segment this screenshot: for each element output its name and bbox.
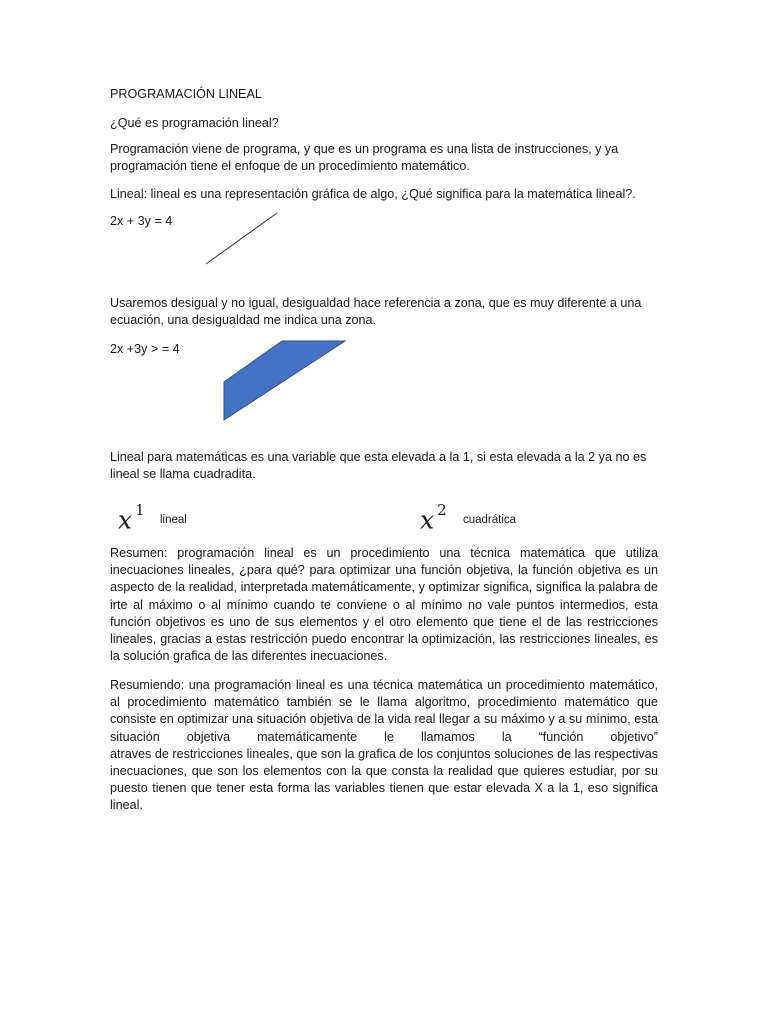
math-x-power-1	[118, 500, 145, 534]
label-cuadratica: cuadrática	[463, 514, 517, 526]
paragraph-variable: Lineal para matemáticas es una variable que esta elevada a la 1, si esta elevada a la 2 ya no es lineal se llama cuadradita.	[110, 450, 647, 482]
document-title: PROGRAMACIÓN LINEAL	[110, 87, 262, 101]
line-graph	[200, 208, 282, 270]
math-exponent: 2	[437, 501, 447, 519]
paragraph-resumen: Resumen: programación lineal es un procedimiento una técnica matemática que utiliza inecuaciones lineales, ¿para qué? para optimizar una función objetiva, la función objetiva es un aspecto de la realidad, interpretada matemáticamente, y optimizar significa, significa la palabra de irte al máximo o al mínimo cuando te conviene o al mínimo no vale puntos intermedios, esta función objetivos es uno de sus elementos y el otro elemento que tiene el de las restricciones lineales, gracias a estas restricción puedo encontrar la optimización, las restricciones lineales, es la solución grafica de las diferentes inecuaciones.	[110, 546, 658, 664]
paragraph-programacion: Programación viene de programa, y que es un programa es una lista de instrucciones, y ya programación tiene el enfoque de un procedimiento matemático.	[110, 142, 619, 174]
linear-line	[206, 213, 277, 264]
inequality-zone-shape	[218, 337, 350, 425]
math-base: x	[118, 505, 133, 535]
paragraph-resumiendo	[110, 677, 658, 815]
equation-linear: 2x + 3y = 4	[110, 214, 173, 228]
math-base: x	[420, 505, 435, 535]
question-heading: ¿Qué es programación lineal?	[110, 116, 279, 130]
equation-inequality: 2x +3y > = 4	[110, 342, 180, 356]
paragraph-lineal: Lineal: lineal es una representación gráfica de algo, ¿Qué significa para la matemática lineal?.	[110, 187, 636, 201]
paragraph-resumiendo-part1: Resumiendo: una programación lineal es una técnica matemática un procedimiento matemático, al procedimiento matemático también se le llama algoritmo, procedimiento matemático que consiste en optimizar una situación objetiva de la vida real llegar a su máximo y a su mínimo, esta situación objetiva matemáticamente le llamamos la “función objetivo”	[110, 678, 658, 744]
paragraph-resumiendo-part2: atraves de restricciones lineales, que son la grafica de los conjuntos soluciones de las respectivas inecuaciones, que son los elementos con la que consta la realidad que quieres estudiar, por su puesto tienen que tener esta forma las variables tienen que estar elevada X a la 1, eso significa lineal.	[110, 746, 658, 813]
label-lineal: lineal	[160, 514, 187, 526]
math-x-power-2	[420, 500, 447, 534]
paragraph-desigualdad: Usaremos desigual y no igual, desigualdad hace referencia a zona, que es muy diferente a una ecuación, una desigualdad me indica una zona.	[110, 296, 642, 328]
math-exponent: 1	[135, 501, 145, 519]
inequality-region	[224, 341, 345, 420]
